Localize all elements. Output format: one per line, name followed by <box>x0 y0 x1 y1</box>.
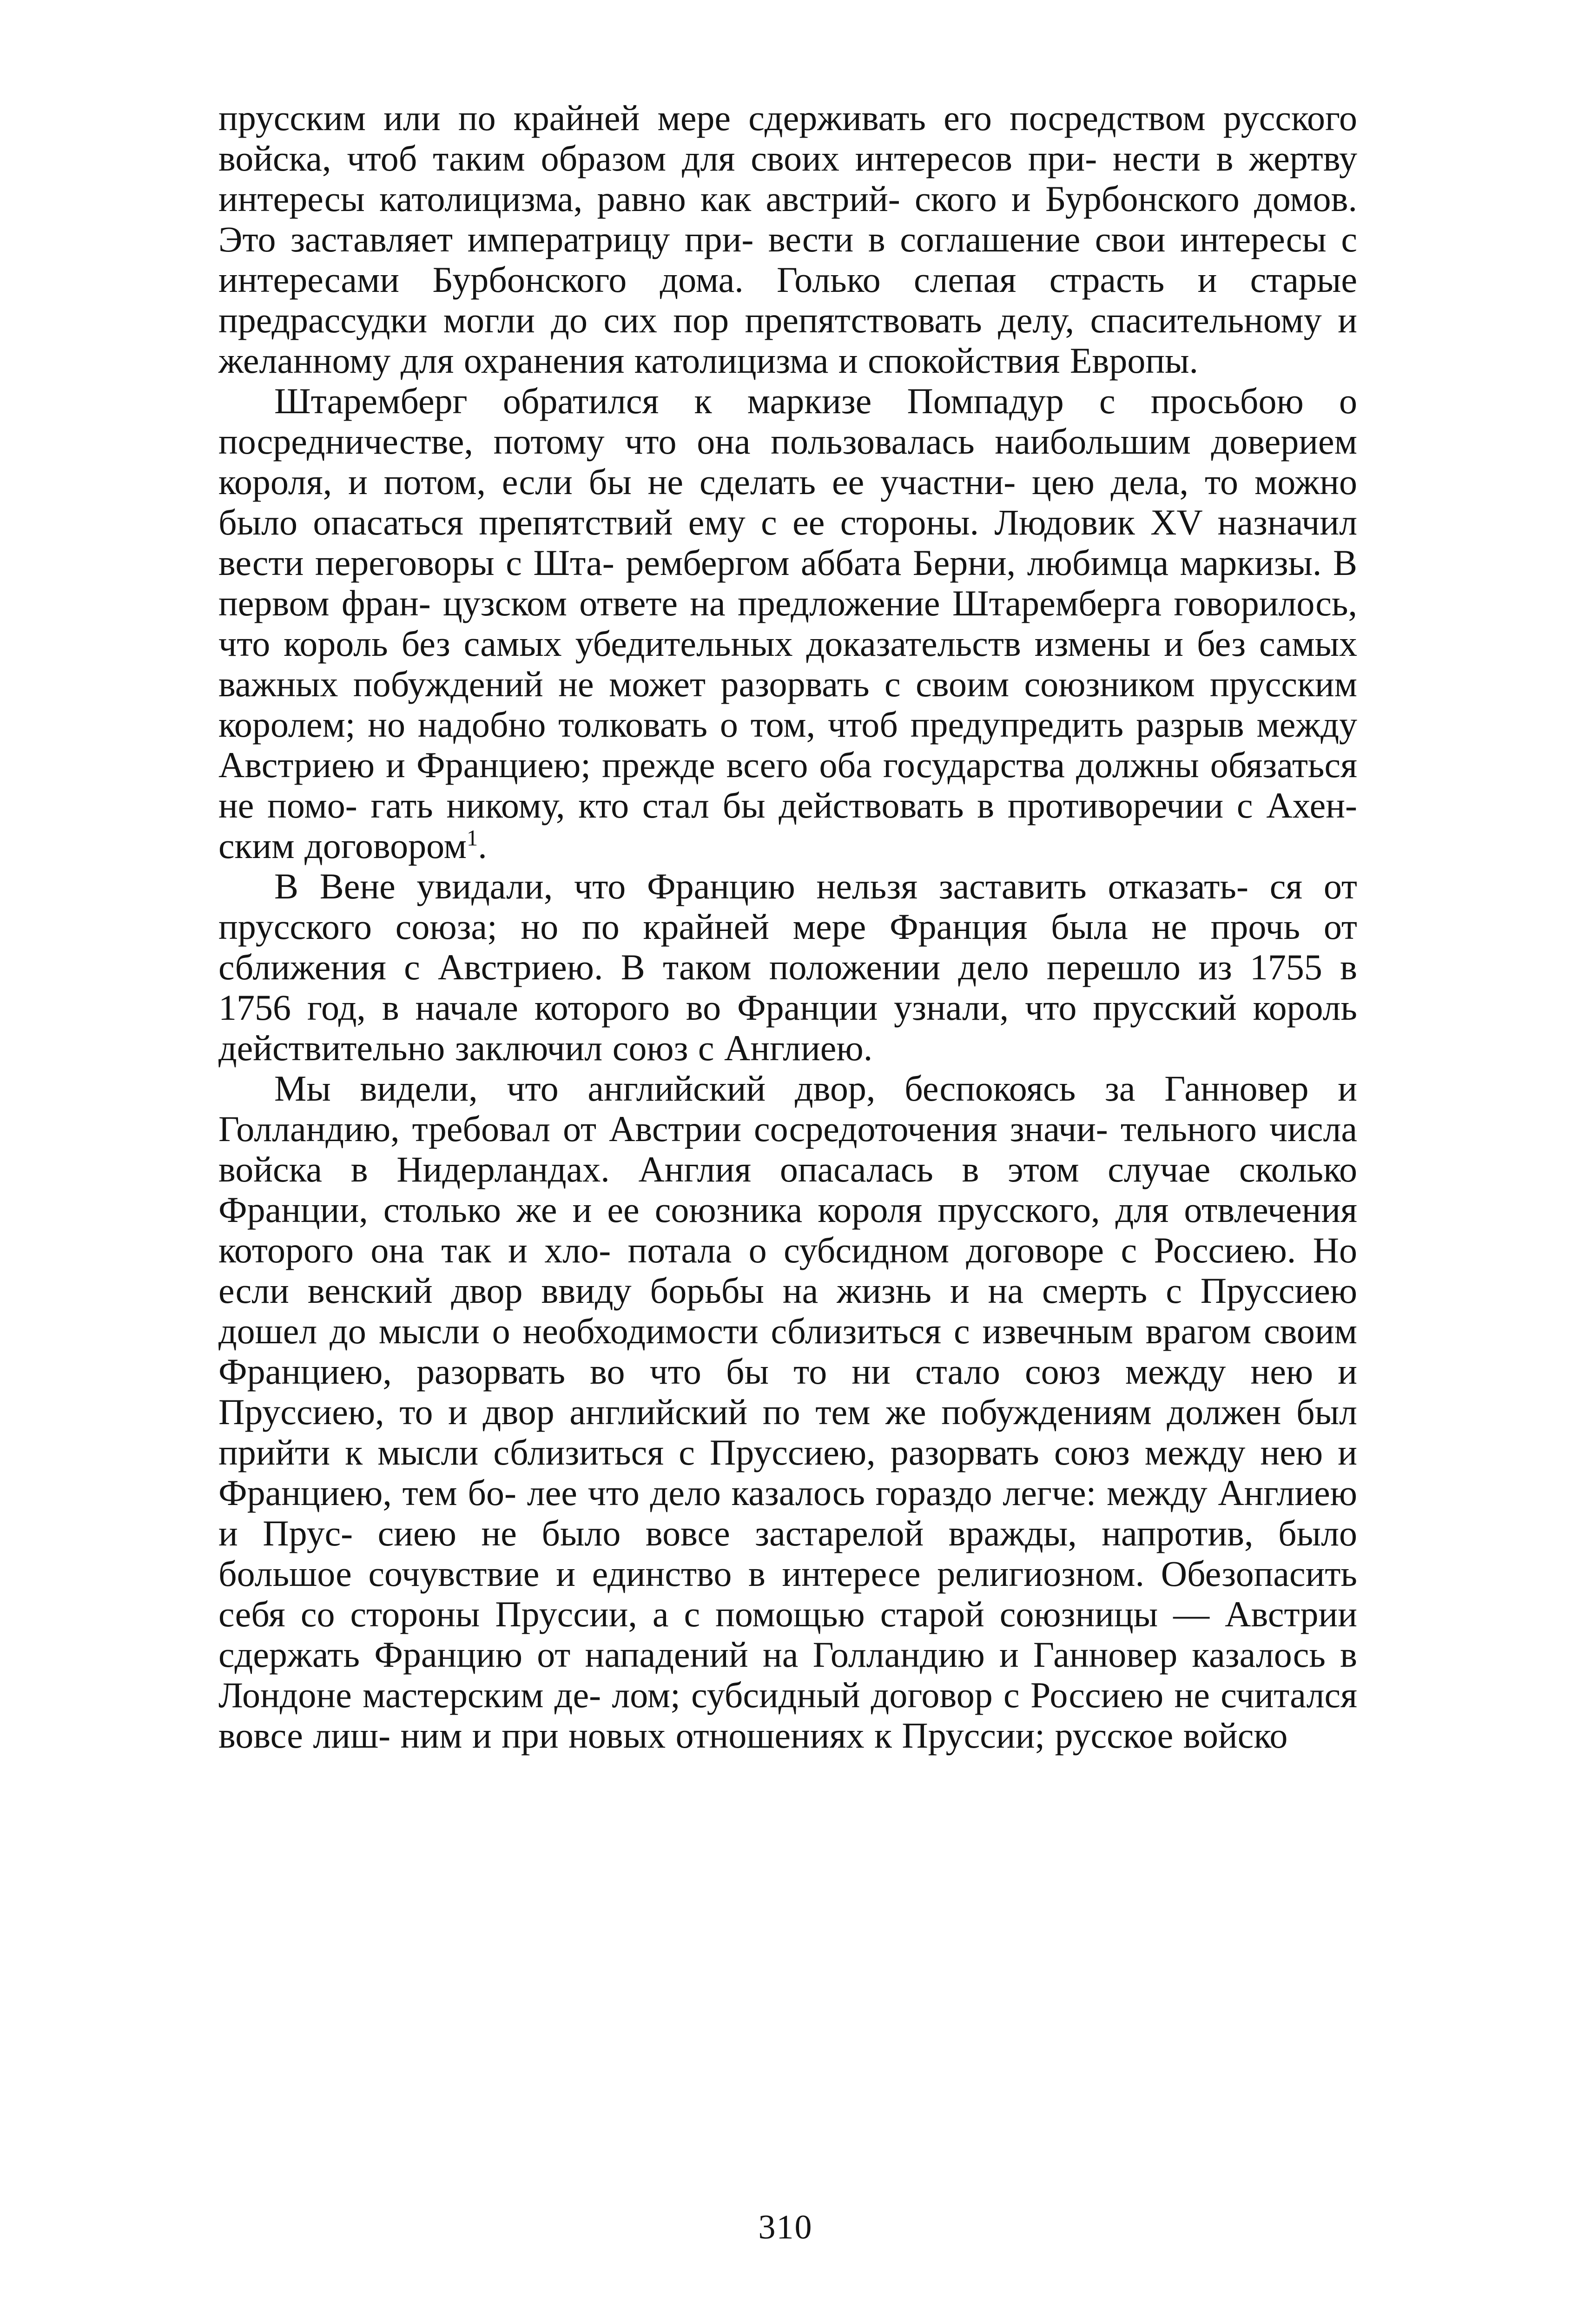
text-block <box>218 98 1357 1756</box>
paragraph-2-text: Штаремберг обратился к маркизе Помпадур с просьбою о посредничестве, потому что она пользовалась наибольшим доверием короля, и потом, если бы не сделать ее участни- цею дела, то можно было опасаться препятствий ему с ее стороны. Людовик XV назначил вести переговоры с Шта- рембергом аббата Берни, любимца маркизы. В первом фран- цузском ответе на предложение Штаремберга говорилось, что король без самых убедительных доказательств измены и без самых важных побуждений не может разорвать с своим союзником прусским королем; но надобно толковать о том, чтоб предупредить разрыв между Австриею и Франциею; прежде всего оба государства должны обязаться не помо- гать никому, кто стал бы действовать в противоречии с Ахен- ским договором <box>218 381 1357 866</box>
footnote-reference[interactable]: 1 <box>467 826 478 851</box>
paragraph-1: прусским или по крайней мере сдерживать его посредством русского войска, чтоб таким образом для своих интересов при- нести в жертву интересы католицизма, равно как австрий- ского и Бурбонского домов. Это заставляет императрицу при- вести в соглашение свои интересы с интересами Бурбонского дома. Голько слепая страсть и старые предрассудки могли до сих пор препятствовать делу, спасительному и желанному для охранения католицизма и спокойствия Европы. <box>218 98 1357 381</box>
paragraph-3: В Вене увидали, что Францию нельзя заставить отказать- ся от прусского союза; но по крайней мере Франция была не прочь от сближения с Австриею. В таком положении дело перешло из 1755 в 1756 год, в начале которого во Франции узнали, что прусский король действительно заключил союз с Англиею. <box>218 866 1357 1068</box>
page-body <box>218 98 1357 1756</box>
paragraph-4: Мы видели, что английский двор, беспокоясь за Ганновер и Голландию, требовал от Австрии сосредоточения значи- тельного числа войска в Нидерландах. Англия опасалась в этом случае сколько Франции, столько же и ее союзника короля прусского, для отвлечения которого она так и хло- потала о субсидном договоре с Россиею. Но если венский двор ввиду борьбы на жизнь и на смерть с Пруссиею дошел до мысли о необходимости сблизиться с извечным врагом своим Франциею, разорвать во что бы то ни стало союз между нею и Пруссиею, то и двор английский по тем же побуждениям должен был прийти к мысли сблизиться с Пруссиею, разорвать союз между нею и Франциею, тем бо- лее что дело казалось гораздо легче: между Англиею и Прус- сиею не было вовсе застарелой вражды, напротив, было большое сочувствие и единство в интересе религиозном. Обезопасить себя со стороны Пруссии, а с помощью старой союзницы — Австрии сдержать Францию от нападений на Голландию и Ганновер казалось в Лондоне мастерским де- лом; субсидный договор с Россиею не считался вовсе лиш- ним и при новых отношениях к Пруссии; русское войско <box>218 1068 1357 1756</box>
paragraph-2 <box>218 381 1357 866</box>
page-number: 310 <box>758 2208 813 2246</box>
paragraph-2-end-punctuation: . <box>478 825 487 866</box>
